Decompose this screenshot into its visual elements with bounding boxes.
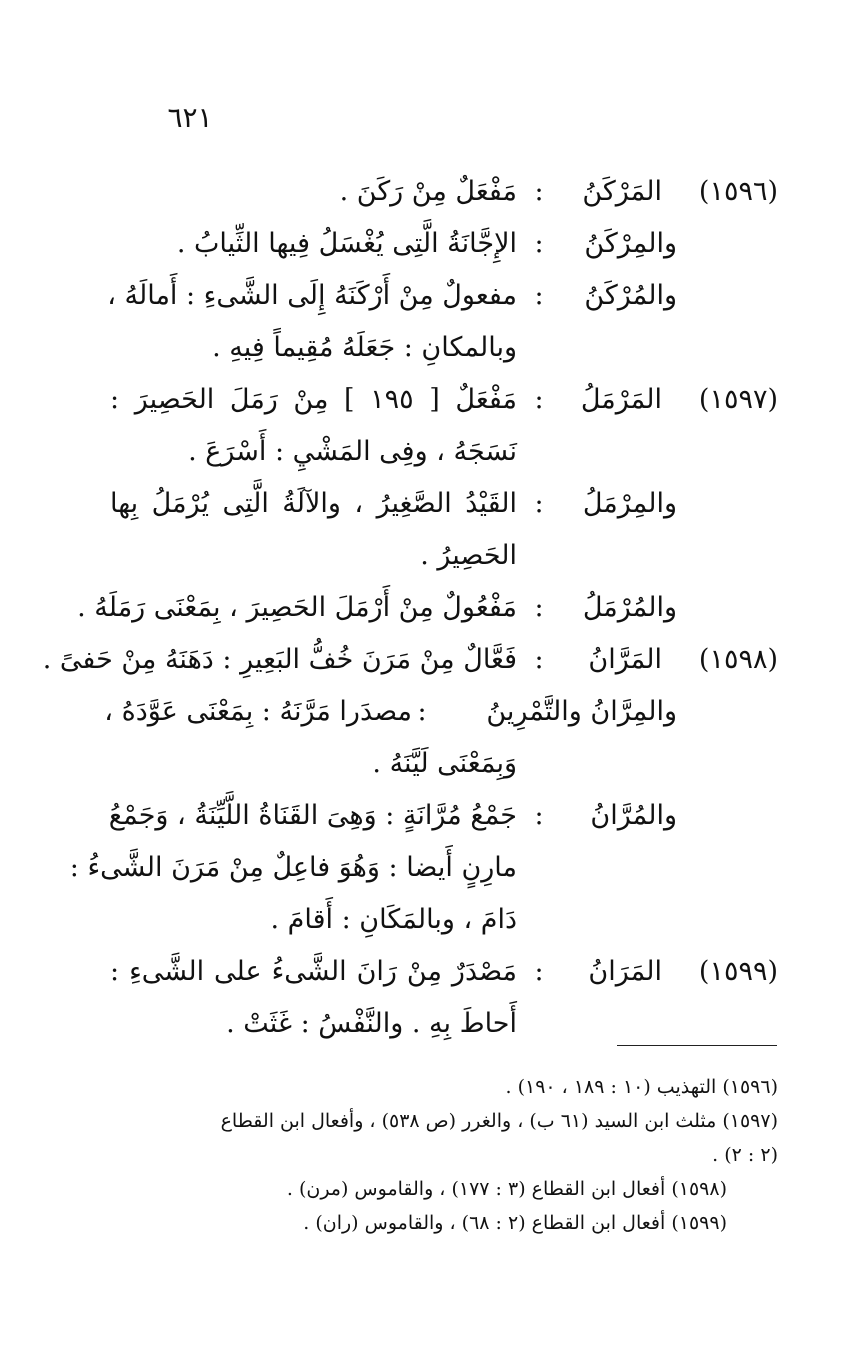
entry-definition: مَفْعُولٌ مِنْ أَرْمَلَ الحَصِيرَ ، بِمَعْنَى رَمَلَهُ . — [77, 592, 517, 623]
entry-line — [0, 946, 867, 998]
entry-line — [0, 270, 867, 322]
dictionary-entries — [0, 166, 867, 1050]
entry-headword: المَرْكَنُ — [582, 176, 662, 207]
entry-definition: مَفْعَلٌ مِنْ رَكَنَ . — [339, 176, 517, 207]
entry-line — [0, 998, 867, 1050]
entry-definition: مَصْدَرٌ مِنْ رَانَ الشَّىءُ على الشَّىءِ : — [110, 956, 517, 987]
entry-colon: : — [534, 384, 544, 415]
entry-definition: جَمْعُ مُرَّانَةٍ : وَهِىَ القَنَاةُ اللَّيِّنَةُ ، وَجَمْعُ — [108, 800, 517, 831]
entry-headword: والمُرْكَنُ — [584, 280, 677, 311]
entry-continuation: دَامَ ، وبالمَكَانِ : أَقامَ . — [270, 904, 517, 935]
entry-line — [0, 478, 867, 530]
entry-line — [0, 790, 867, 842]
footnote — [0, 1172, 867, 1206]
page-number: ٦٢١ — [167, 101, 213, 134]
entry-line — [0, 530, 867, 582]
entry-line — [0, 738, 867, 790]
entry-definition: الإِجَّانَةُ الَّتِى يُغْسَلُ فِيها الثِّيابُ . — [176, 228, 517, 259]
footnote — [0, 1138, 867, 1172]
entry-colon: : — [534, 956, 544, 987]
entry-headword: المَرْمَلُ — [580, 384, 662, 415]
entry-colon: : — [534, 800, 544, 831]
entry-colon: : — [534, 592, 544, 623]
entry-number: (١٥٩٧) — [698, 384, 778, 415]
entry-definition: مصدَرا مَرَّنَهُ : بِمَعْنَى عَوَّدَهُ ، — [104, 696, 412, 727]
entry-continuation: مارِنٍ أَيضا : وَهُوَ فاعِلٌ مِنْ مَرَنَ الشَّىءُ : — [69, 852, 517, 883]
entry-line — [0, 582, 867, 634]
entry-line — [0, 634, 867, 686]
entry-colon: : — [534, 228, 544, 259]
entry-headword: المَرَانُ — [588, 956, 662, 987]
entry-headword: والمِرْمَلُ — [582, 488, 677, 519]
footnote-divider — [617, 1045, 777, 1046]
entry-number: (١٥٩٨) — [698, 644, 778, 675]
entry-continuation: نَسَجَهُ ، وفِى المَشْيِ : أَسْرَعَ . — [188, 436, 517, 467]
footnote-text: (١٥٩٩) أفعال ابن القطاع (٢ : ٦٨) ، والقاموس (ران) . — [303, 1212, 727, 1234]
footnote-text: (٢ : ٢) . — [712, 1144, 778, 1166]
entry-line — [0, 218, 867, 270]
footnotes — [0, 1070, 867, 1240]
entry-definition: مَفْعَلٌ [ ١٩٥ ] مِنْ رَمَلَ الحَصِيرَ : — [110, 384, 517, 415]
footnote — [0, 1070, 867, 1104]
entry-colon: : — [534, 644, 544, 675]
entry-colon: : — [534, 176, 544, 207]
entry-continuation: أَحاطَ بِهِ . والنَّفْسُ : غَثَتْ . — [226, 1008, 517, 1039]
entry-line — [0, 374, 867, 426]
entry-continuation: وبالمكانِ : جَعَلَهُ مُقِيماً فِيهِ . — [212, 332, 517, 363]
entry-line — [0, 166, 867, 218]
entry-headword: والمِرْكَنُ — [584, 228, 677, 259]
entry-line — [0, 894, 867, 946]
entry-colon: : — [534, 280, 544, 311]
footnote-text: (١٥٩٧) مثلث ابن السيد (٦١ ب) ، والغرر (ص ٥٣٨) ، وأفعال ابن القطاع — [220, 1110, 778, 1132]
entry-headword: والمُرَّانُ — [590, 800, 677, 831]
entry-number: (١٥٩٦) — [698, 176, 778, 207]
entry-headword: المَرَّانُ — [588, 644, 662, 675]
entry-headword: والمِرَّانُ والتَّمْرِينُ — [486, 696, 677, 727]
footnote-text: (١٥٩٨) أفعال ابن القطاع (٣ : ١٧٧) ، والقاموس (مرن) . — [286, 1178, 727, 1200]
entry-colon: : — [534, 488, 544, 519]
entry-continuation: الحَصِيرُ . — [420, 540, 517, 571]
footnote — [0, 1104, 867, 1138]
entry-headword: والمُرْمَلُ — [582, 592, 677, 623]
entry-continuation: وَبِمَعْنَى لَيَّنَهُ . — [372, 748, 517, 779]
entry-definition: مفعولٌ مِنْ أَرْكَنَهُ إِلَى الشَّىءِ : أَمالَهُ ، — [107, 280, 517, 311]
footnote — [0, 1206, 867, 1240]
entry-definition: فَعَّالٌ مِنْ مَرَنَ خُفُّ البَعِيرِ : دَهَنَهُ مِنْ حَفىً . — [42, 644, 517, 675]
footnote-text: (١٥٩٦) التهذيب (١٠ : ١٨٩ ، ١٩٠) . — [505, 1076, 778, 1098]
entry-definition: القَيْدُ الصَّغِيرُ ، والآلَةُ الَّتِى يُرْمَلُ بِها — [110, 488, 517, 519]
entry-number: (١٥٩٩) — [698, 956, 778, 987]
entry-line — [0, 686, 867, 738]
entry-line — [0, 322, 867, 374]
entry-colon: : — [417, 696, 427, 727]
entry-line — [0, 426, 867, 478]
entry-line — [0, 842, 867, 894]
